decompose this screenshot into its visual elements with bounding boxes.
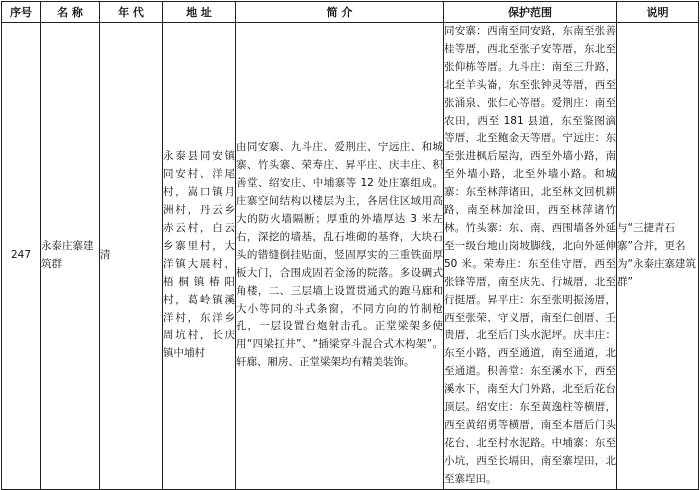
cell-address: 永泰县同安镇同安村、洋尾村，嵩口镇月洲村，丹云乡赤云村，白云乡寨里村，大洋镇大展村，梧桐镇椿阳村，葛岭镇溪洋村，东洋乡周坑村，长庆镇中埔村 [163, 23, 236, 490]
header-name: 名 称 [41, 2, 100, 23]
cell-name: 永泰庄寨建筑群 [41, 23, 100, 490]
header-seq: 序号 [2, 2, 41, 23]
header-protection: 保护范围 [444, 2, 617, 23]
header-address: 地 址 [163, 2, 236, 23]
cell-note: 与“三捷青石寨”合并，更名为“永泰庄寨建筑群” [617, 23, 699, 490]
cell-intro: 由同安寨、九斗庄、爱荆庄、宁远庄、和城寨、竹头寨、荣寿庄、昇平庄、庆丰庄、积善堂、绍安庄、中埔寨等 12 处庄寨组成。庄寨空间结构以楼层为主，各居住区域用高大的防火墙隔断；厚重的外墙厚达 3 米左右，深挖的墙基，乱石堆砌的基脊，大块石头的错缝倒挂贴面，竖固厚实的三重铁面厚板大门，合围成固若金汤的院落。多设碉式角楼，二、三层墙上设置贯通式的跑马廊和大小等同的斗式条窗，不同方向的竹制枪孔，一层设置台炮射击孔。正堂梁架多使用“四梁扛井”、“插梁穿斗混合式木构架”。轩廊、厢房、正堂梁架均有精美装饰。 [236, 23, 444, 490]
cell-seq: 247 [2, 23, 41, 490]
header-intro: 简 介 [236, 2, 444, 23]
header-era: 年 代 [100, 2, 163, 23]
header-note: 说明 [617, 2, 699, 23]
header-row [2, 2, 699, 23]
cell-protection: 同安寨：西南至同安路，东南至张善桂等厝，西北至张子安等厝，东北至张仰栋等厝。九斗庄：南至三升路，北至羊头崙，东至张钟灵等厝，西至张涌泉、张仁心等厝。爱荆庄：南至农田，西至 181 县道，东至鉴图滴等厝，北至鲍金天等厝。宁远庄：东至张进枫后屋沟，西至外墙小路，南至外墙小路，北至外墙小路。和城寨：东至林萍诸田，北至林文回机耕路，南至林加淦田，西至林萍诸竹林。竹头寨：东、南、西围墙各外延至一级台地山岗坡脚线，北向外延伸 50 米。荣寿庄：东至佳守厝，西至张锋等厝，南至庆先、行城厝，北至行挺厝。昇平庄：东至张明振汤厝，西至张荣、守义厝，南至仁创厝、壬贵厝，北至后门头水泥坪。庆丰庄：东至小路，西至通道，南至通道，北至通道。积善堂：东至溪水下，西至溪水下，南至大门外路，北至后花台顶层。绍安庄：东至黄逸柱等横厝，西至黄绍勇等横厝，南至本厝后门头花台，北至村水泥路。中埔寨：东至小坑，西至长塥田，南至寨埕田，北至寨埕田。 [444, 23, 617, 490]
table-row [2, 23, 699, 490]
cell-era: 清 [100, 23, 163, 490]
heritage-table [1, 1, 699, 490]
